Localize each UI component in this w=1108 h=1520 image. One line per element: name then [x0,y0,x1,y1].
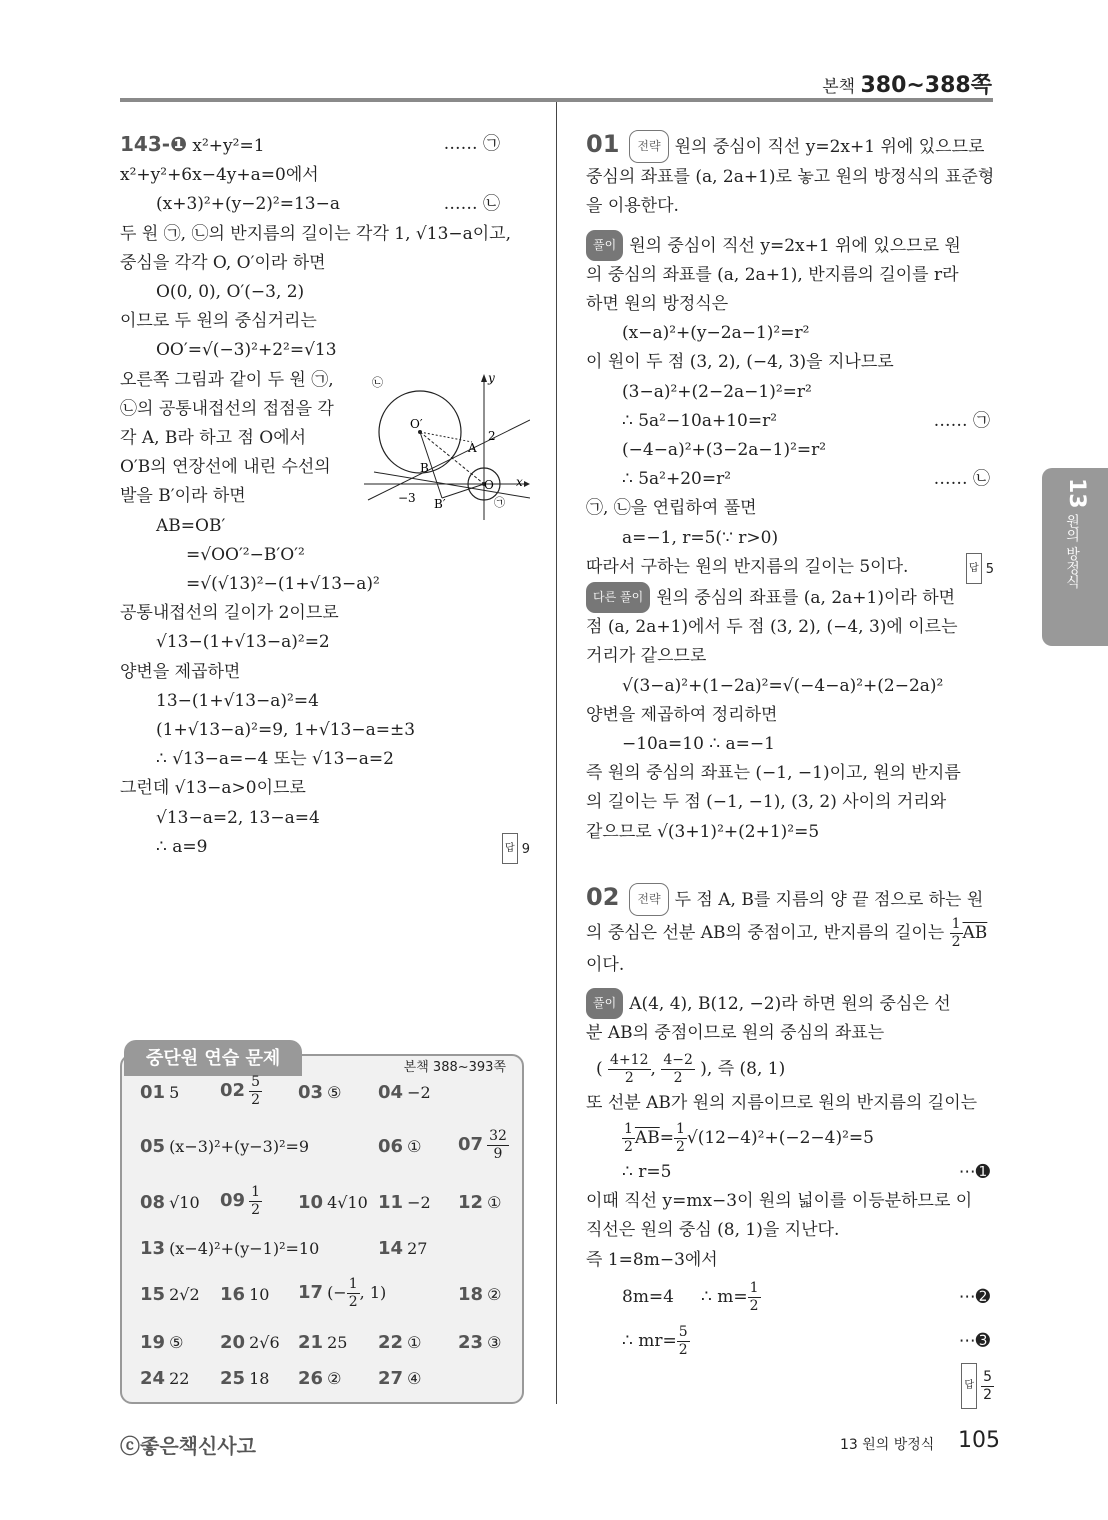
solution-line: x²+y²+6x−4y+a=0에서 [120,165,319,186]
label-B1: B′ [434,497,446,511]
answer-item: 18 ② [458,1284,502,1305]
solution-line: 의 중심의 좌표를 (a, 2a+1), 반지름의 길이를 r라 [586,264,959,285]
solution-line: (x−a)²+(y−2a−1)²=r² [622,323,810,344]
solution-line: 두 원 ㉠, ㉡의 반지름의 길이는 각각 1, √13−a이고, [120,223,512,244]
answers-reference: 본책 388~393쪽 [403,1060,506,1075]
label-O: O [484,478,494,492]
strategy-line: 02 전략 두 점 A, B를 지름의 양 끝 점으로 하는 원 [586,883,994,916]
solution-line: 이 원이 두 점 (3, 2), (−4, 3)을 지나므로 [586,352,894,373]
answer-item: 22 ① [378,1332,422,1353]
solution-line: ∴ √13−a=−4 또는 √13−a=2 [156,749,394,770]
alt-line: √(3−a)²+(1−2a)²=√(−4−a)²+(2−2a)² [622,675,944,696]
answer: 답 5 [966,553,994,584]
solution-line: ∴ mr= $\frac{5}{2}$ ⋯➌ [622,1323,990,1358]
strategy-line: 을 이용한다. [586,196,679,217]
label-x: x [516,475,523,489]
solution-line: √13−(1+√13−a)²=2 [156,632,330,653]
solution-line: 또 선분 AB가 원의 지름이므로 원의 반지름의 길이는 [586,1092,978,1113]
label-O1: O′ [410,417,423,431]
solution-line: ∴ r=5 ⋯➊ [622,1161,990,1182]
solution-line: 즉 1=8m−3에서 [586,1249,718,1270]
solution-line: 이므로 두 원의 중심거리는 [120,311,317,332]
chapter-number: 13 [1064,478,1089,509]
answer: 답 9 [502,833,530,864]
solution-line: OO′=√(−3)²+2²=√13 [156,340,337,361]
solution-line: 풀이 원의 중심이 직선 y=2x+1 위에 있으므로 원 [586,230,994,261]
answer-item: 03 ⑤ [298,1082,342,1103]
solution-line: ∴ a=9 답 9 [120,833,530,862]
strategy-tag: 전략 [629,130,668,163]
answer-item: 16 10 [220,1284,270,1305]
solution-line: (−4−a)²+(3−2a−1)²=r² [622,440,827,461]
solution-line: 발을 B′이라 하면 [120,486,246,507]
solution-line: 하면 원의 방정식은 [586,294,729,315]
label-A: A [468,441,477,455]
solution-line: 오른쪽 그림과 같이 두 원 ㉠, [120,369,334,390]
solution-tag: 풀이 [586,230,623,261]
solution-line: O(0, 0), O′(−3, 2) [156,282,305,303]
answer-item: 01 5 [140,1082,180,1103]
solution-line: 중심을 각각 O, O′이라 하면 [120,252,326,273]
answer-item: 10 4√10 [298,1192,368,1213]
solution-line: 분 AB의 중점이므로 원의 중심의 좌표는 [586,1023,885,1044]
strategy-line: 01 전략 원의 중심이 직선 y=2x+1 위에 있으므로 [586,130,994,163]
solution-line: =√OO′²−B′O′² [186,544,305,565]
alt-tag: 다른 풀이 [586,582,650,613]
solution-line: (3−a)²+(2−2a−1)²=r² [622,381,812,402]
solution-line: √13−a=2, 13−a=4 [156,807,320,828]
answer-item: 26 ② [298,1368,342,1389]
label-c1: ㉠ [494,496,505,509]
solution-line: 그런데 √13−a>0이므로 [120,778,306,799]
answer-item: 27 ④ [378,1368,422,1389]
answer-item: 15 2√2 [140,1284,200,1305]
solution-line: (1+√13−a)²=9, 1+√13−a=±3 [156,720,416,741]
footer-chapter: 13 원의 방정식 [840,1437,935,1453]
answer-item: 09 $\frac{1}{2}$ [220,1184,260,1218]
alt-line: 같으므로 √(3+1)²+(2+1)²=5 [586,821,820,842]
solution-line: 13−(1+√13−a)²=4 [156,690,319,711]
solution-line: 각 A, B라 하고 점 O에서 [120,428,307,449]
chapter-side-tab[interactable] [1042,468,1108,646]
page-number: 105 [958,1428,1000,1453]
solution-line: 양변을 제곱하면 [120,661,241,682]
alt-line: 의 길이는 두 점 (−1, −1), (3, 2) 사이의 거리와 [586,792,947,813]
answer-item: 19 ⑤ [140,1332,184,1353]
strategy-tag: 전략 [629,883,668,916]
tangent-circles-figure [364,370,530,520]
answer-item: 04 −2 [378,1082,431,1103]
label-m3: −3 [398,491,416,505]
answer-item: 24 22 [140,1368,190,1389]
solution-line: ㉡의 공통내접선의 접점을 각 [120,398,334,419]
solution-line: ∴ 5a²−10a+10=r² …… ㉠ [622,410,990,431]
answer-item: 02 $\frac{5}{2}$ [220,1074,260,1108]
solution-line: 8m=4 ∴ m= $\frac{1}{2}$ ⋯➋ [622,1279,990,1314]
alt-line: 즉 원의 중심의 좌표는 (−1, −1)이고, 원의 반지름 [586,763,961,784]
solution-line: 공통내접선의 길이가 2이므로 [120,603,339,624]
alt-line: 거리가 같으므로 [586,646,707,667]
book-reference: 본책 380~388쪽 [822,73,992,98]
solution-line: ( $\frac{4+12}{2}$ , $\frac{4-2}{2}$ ), 즉 (8, 1) [596,1051,786,1086]
label-c2: ㉡ [372,376,383,389]
answer-item: 11 −2 [378,1192,431,1213]
answer-item: 21 25 [298,1332,348,1353]
answer-item: 17 (− $\frac{1}{2}$ , 1) [298,1276,387,1310]
solution-line: AB=OB′ [156,515,226,536]
column-divider [556,102,557,1404]
problem-number: 02 [586,882,620,911]
alt-line: −10a=10 ∴ a=−1 [622,734,775,755]
strategy-line: 이다. [586,955,625,976]
label-2: 2 [488,429,496,443]
problem-number: 01 [586,130,620,158]
solution-line: 이때 직선 y=mx−3이 원의 넓이를 이등분하므로 이 [586,1191,973,1212]
answer: 답 $\frac{5}{2}$ [961,1363,994,1409]
solution-line: 143-❶ x²+y²=1 …… ㉠ [120,132,500,156]
label-B: B [420,461,429,475]
solution-line: 풀이 A(4, 4), B(12, −2)라 하면 원의 중심은 선 [586,988,994,1019]
solution-line: 직선은 원의 중심 (8, 1)을 지난다. [586,1220,840,1241]
label-y: y [488,371,495,385]
solution-line: =√(√13)²−(1+√13−a)² [186,574,380,595]
solution-line: O′B의 연장선에 내린 수선의 [120,457,331,478]
alt-line: 점 (a, 2a+1)에서 두 점 (3, 2), (−4, 3)에 이르는 [586,617,958,638]
strategy-line: 중심의 좌표를 (a, 2a+1)로 놓고 원의 방정식의 표준형 [586,167,995,188]
solution-line [586,1363,994,1407]
answer-item: 12 ① [458,1192,502,1213]
answer-item: 05 (x−3)²+(y−3)²=9 [140,1136,310,1157]
solution-line: ㉠, ㉡을 연립하여 풀면 [586,498,757,519]
answer-item: 14 27 [378,1238,428,1259]
answer-item: 20 2√6 [220,1332,280,1353]
solution-line: ∴ 5a²+20=r² …… ㉡ [622,469,990,490]
answer-item: 23 ③ [458,1332,502,1353]
answer-item: 13 (x−4)²+(y−1)²=10 [140,1238,320,1259]
solution-line: a=−1, r=5(∵ r>0) [622,527,779,548]
answer-item: 25 18 [220,1368,270,1389]
answer-item: 08 √10 [140,1192,200,1213]
answer-item: 06 ① [378,1136,422,1157]
publisher-logo: ⓒ좋은책신사고 [120,1434,256,1458]
solution-tag: 풀이 [586,988,623,1019]
strategy-line: 의 중심은 선분 AB의 중점이고, 반지름의 길이는 $\frac{1}{2}$ $\overline{AB}$ [586,916,988,951]
solution-line: 따라서 구하는 원의 반지름의 길이는 5이다. 답 5 [586,553,994,582]
practice-answers-box [120,1040,524,1402]
chapter-title: 원의 방정식 [1064,514,1080,589]
answer-item: 07 $\frac{32}{9}$ [458,1128,507,1162]
solution-line: (x+3)²+(y−2)²=13−a …… ㉡ [156,194,500,215]
solution-line: $\frac{1}{2}$ $\overline{AB}=$ $\frac{1}{2}$ √(12−4)²+(−2−4)²=5 [624,1120,874,1155]
answers-title: 중단원 연습 문제 [124,1040,302,1076]
alt-line: 양변을 제곱하여 정리하면 [586,704,778,725]
problem-number: 143-❶ [120,132,187,156]
alt-line: 다른 풀이 원의 중심의 좌표를 (a, 2a+1)이라 하면 [586,582,994,613]
right-column [586,130,994,1407]
